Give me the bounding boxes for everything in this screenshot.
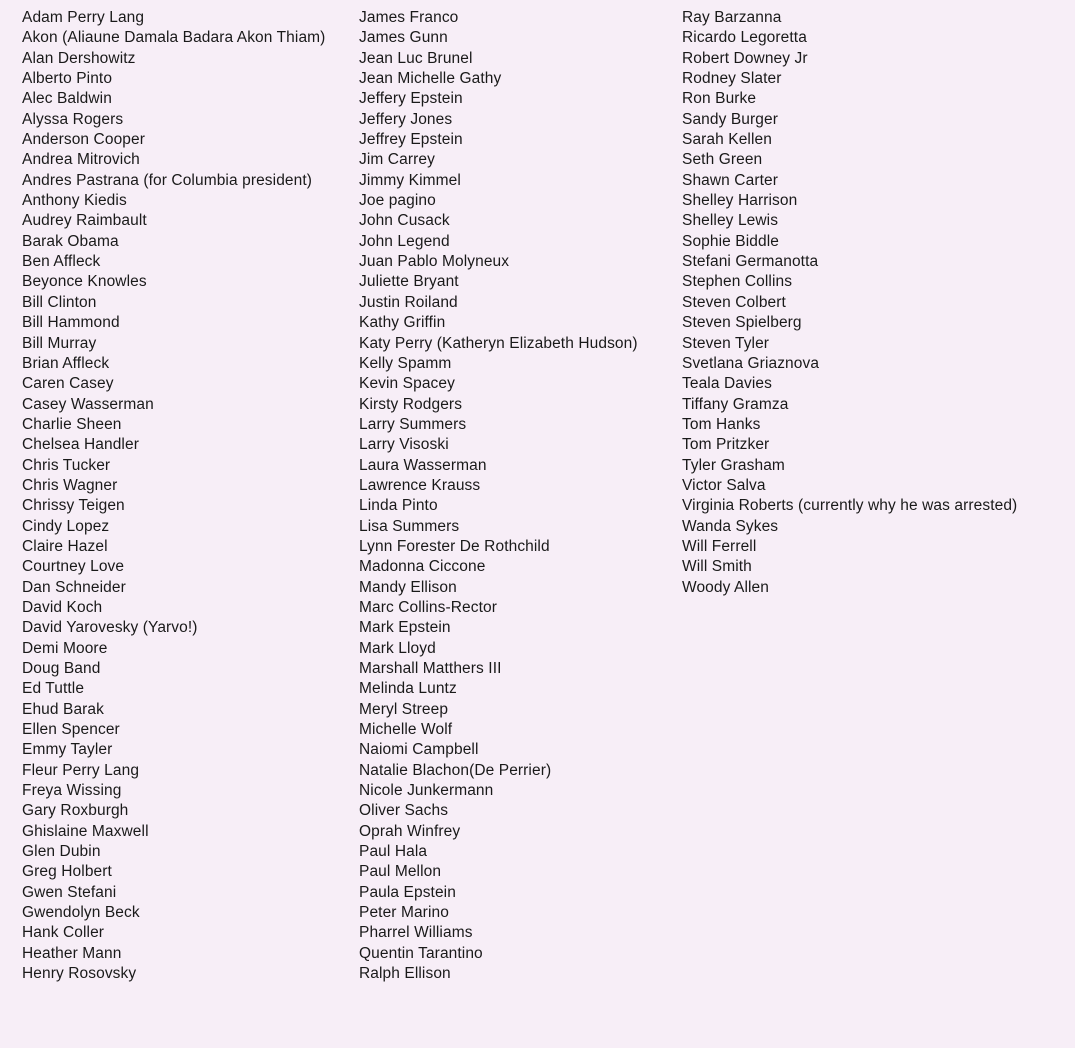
list-item: Ray Barzanna	[682, 9, 782, 26]
list-item: Larry Visoski	[359, 436, 449, 454]
list-item: Chelsea Handler	[22, 436, 139, 454]
list-item: Henry Rosovsky	[22, 965, 137, 983]
list-item: Demi Moore	[22, 639, 108, 657]
list-item: Justin Roiland	[359, 293, 458, 311]
list-item: Bill Clinton	[22, 293, 97, 311]
list-item: Wanda Sykes	[682, 517, 779, 535]
name-column-2	[359, 8, 682, 985]
list-item: Emmy Tayler	[22, 741, 113, 759]
list-item: Stephen Collins	[682, 273, 793, 291]
list-item: Barak Obama	[22, 232, 119, 250]
list-item: Lisa Summers	[359, 517, 460, 535]
list-item: Jeffrey Epstein	[359, 131, 463, 149]
list-item: Tom Hanks	[682, 415, 761, 433]
list-item: Bill Hammond	[22, 314, 120, 332]
list-item: Ehud Barak	[22, 700, 104, 718]
list-item: Courtney Love	[22, 558, 125, 576]
list-item: Kathy Griffin	[359, 314, 446, 332]
list-item: Paula Epstein	[359, 883, 456, 901]
list-item: Bill Murray	[22, 334, 97, 352]
list-item: James Franco	[359, 9, 459, 26]
list-item: Andres Pastrana (for Columbia president)	[22, 171, 313, 189]
list-item: Svetlana Griaznova	[682, 354, 820, 372]
list-item: Gwen Stefani	[22, 883, 117, 901]
list-item: Quentin Tarantino	[359, 944, 483, 962]
list-item: Marc Collins-Rector	[359, 598, 497, 616]
list-item: Juan Pablo Molyneux	[359, 253, 510, 271]
list-item: John Cusack	[359, 212, 450, 230]
list-item: Lynn Forester De Rothchild	[359, 537, 550, 555]
list-item: Steven Colbert	[682, 293, 786, 311]
list-item: Alec Baldwin	[22, 90, 112, 108]
list-item: Greg Holbert	[22, 863, 112, 881]
list-item: Stefani Germanotta	[682, 253, 819, 271]
list-item: Claire Hazel	[22, 537, 108, 555]
list-item: Nicole Junkermann	[359, 782, 494, 800]
list-item: Ghislaine Maxwell	[22, 822, 149, 840]
list-item: Joe pagino	[359, 192, 436, 210]
list-item: Beyonce Knowles	[22, 273, 147, 291]
list-item: David Yarovesky (Yarvo!)	[22, 619, 198, 637]
list-item: Adam Perry Lang	[22, 9, 145, 26]
list-item: Caren Casey	[22, 375, 114, 393]
list-item: Anthony Kiedis	[22, 192, 127, 210]
name-column-3	[682, 8, 1075, 598]
list-item: Heather Mann	[22, 944, 122, 962]
list-item: Shawn Carter	[682, 171, 778, 189]
list-item: Cindy Lopez	[22, 517, 110, 535]
list-item: Paul Mellon	[359, 863, 442, 881]
list-item: Will Smith	[682, 558, 752, 576]
list-item: Melinda Luntz	[359, 680, 457, 698]
list-item: Will Ferrell	[682, 537, 757, 555]
list-item: Anderson Cooper	[22, 131, 145, 149]
list-item: Akon (Aliaune Damala Badara Akon Thiam)	[22, 29, 326, 47]
list-item: Shelley Harrison	[682, 192, 798, 210]
list-item: Marshall Matthers III	[359, 660, 502, 677]
list-item: Woody Allen	[682, 578, 769, 596]
list-item: Jeffery Epstein	[359, 90, 463, 108]
list-item: Victor Salva	[682, 476, 766, 494]
list-item: Shelley Lewis	[682, 212, 779, 230]
list-item: Ron Burke	[682, 90, 757, 108]
list-item: Tom Pritzker	[682, 436, 770, 454]
list-item: Hank Coller	[22, 924, 105, 942]
list-item: Gary Roxburgh	[22, 802, 129, 820]
list-item: John Legend	[359, 232, 450, 250]
list-item: Juliette Bryant	[359, 273, 459, 291]
list-item: Sarah Kellen	[682, 131, 772, 149]
list-item: Mark Epstein	[359, 619, 451, 637]
list-item: Rodney Slater	[682, 70, 782, 88]
list-item: Seth Green	[682, 151, 763, 169]
list-item: Steven Spielberg	[682, 314, 802, 332]
list-item: Kevin Spacey	[359, 375, 455, 393]
list-item: Meryl Streep	[359, 700, 449, 718]
list-item: Charlie Sheen	[22, 415, 122, 433]
list-item: Mandy Ellison	[359, 578, 457, 596]
list-item: Oprah Winfrey	[359, 822, 461, 840]
list-item: Katy Perry (Katheryn Elizabeth Hudson)	[359, 334, 638, 352]
list-item: Mark Lloyd	[359, 639, 436, 657]
list-item: Chrissy Teigen	[22, 497, 125, 515]
list-item: Ricardo Legoretta	[682, 29, 807, 47]
list-item: Kirsty Rodgers	[359, 395, 463, 413]
list-item: Ed Tuttle	[22, 680, 85, 698]
list-item: Michelle Wolf	[359, 721, 453, 739]
list-item: Robert Downey Jr	[682, 49, 808, 67]
name-column-1	[0, 8, 359, 985]
list-item: Doug Band	[22, 660, 101, 677]
list-item: Chris Tucker	[22, 456, 111, 474]
list-item: Peter Marino	[359, 904, 449, 922]
list-item: Alyssa Rogers	[22, 110, 124, 128]
list-item: Tyler Grasham	[682, 456, 785, 474]
list-item: Audrey Raimbault	[22, 212, 147, 230]
list-item: Madonna Ciccone	[359, 558, 486, 576]
list-item: Jean Michelle Gathy	[359, 70, 502, 88]
list-item: Jim Carrey	[359, 151, 435, 169]
list-item: Chris Wagner	[22, 476, 118, 494]
list-item: Sophie Biddle	[682, 232, 779, 250]
list-item: Jean Luc Brunel	[359, 49, 473, 67]
list-item: Alan Dershowitz	[22, 49, 136, 67]
list-item: Jeffery Jones	[359, 110, 453, 128]
list-item: Teala Davies	[682, 375, 772, 393]
list-item: James Gunn	[359, 29, 448, 47]
list-item: Alberto Pinto	[22, 70, 113, 88]
list-item: Natalie Blachon(De Perrier)	[359, 761, 552, 779]
list-item: Brian Affleck	[22, 354, 110, 372]
list-item: Gwendolyn Beck	[22, 904, 140, 922]
list-item: Andrea Mitrovich	[22, 151, 140, 169]
list-item: Paul Hala	[359, 843, 428, 861]
list-item: Pharrel Williams	[359, 924, 473, 942]
list-item: David Koch	[22, 598, 103, 616]
list-item: Larry Summers	[359, 415, 467, 433]
list-item: Ellen Spencer	[22, 721, 120, 739]
list-item: Linda Pinto	[359, 497, 438, 515]
list-item: Kelly Spamm	[359, 354, 452, 372]
list-item: Glen Dubin	[22, 843, 101, 861]
list-item: Steven Tyler	[682, 334, 770, 352]
list-item: Naiomi Campbell	[359, 741, 479, 759]
list-item: Tiffany Gramza	[682, 395, 789, 413]
name-columns	[0, 8, 1075, 985]
list-item: Freya Wissing	[22, 782, 122, 800]
list-item: Jimmy Kimmel	[359, 171, 461, 189]
list-item: Ralph Ellison	[359, 965, 451, 983]
list-item: Laura Wasserman	[359, 456, 487, 474]
list-item: Dan Schneider	[22, 578, 126, 596]
list-item: Sandy Burger	[682, 110, 778, 128]
list-item: Fleur Perry Lang	[22, 761, 140, 779]
list-item: Ben Affleck	[22, 253, 101, 271]
list-item: Oliver Sachs	[359, 802, 449, 820]
list-item: Virginia Roberts (currently why he was arrested)	[682, 497, 1018, 515]
list-item: Lawrence Krauss	[359, 476, 481, 494]
list-item: Casey Wasserman	[22, 395, 154, 413]
